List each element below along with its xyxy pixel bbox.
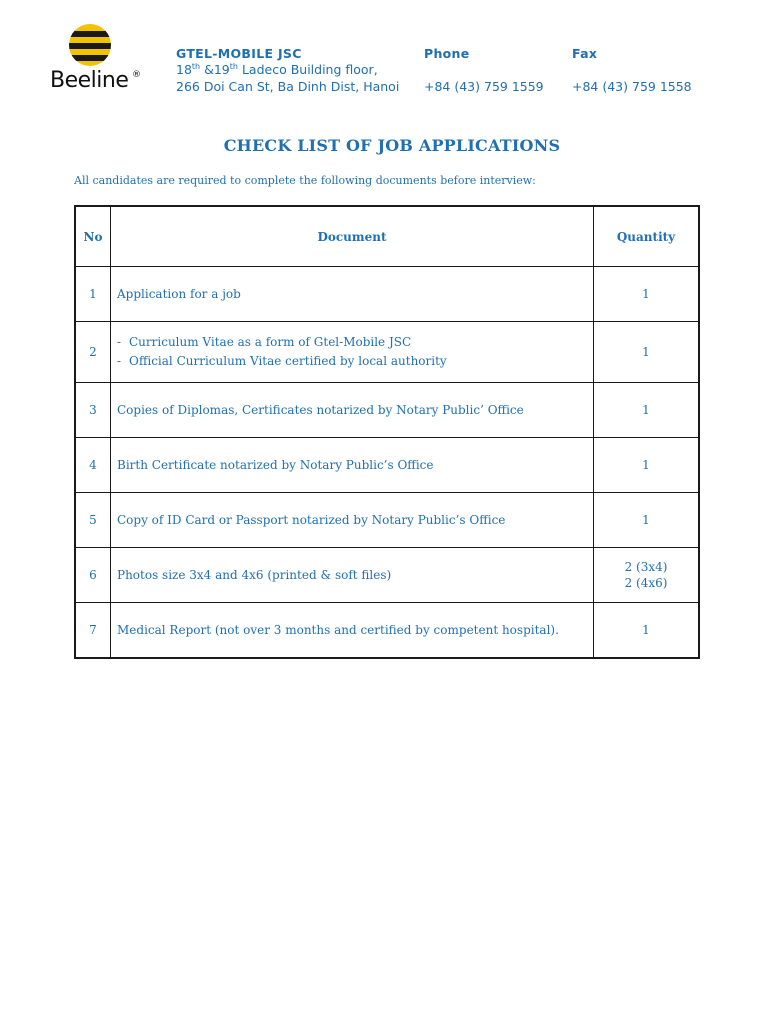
row-quantity: 1 [594,438,700,493]
fax-value: +84 (43) 759 1558 [572,79,692,94]
logo-stripe [69,31,111,37]
document-line [117,333,587,352]
row-number: 2 [75,322,111,383]
row-quantity: 1 [594,267,700,322]
table-row [75,548,699,603]
document-line: Copies of Diplomas, Certificates notarized by Notary Public’ Office [117,402,524,417]
registered-mark: ® [132,70,141,80]
row-number: 6 [75,548,111,603]
row-number: 3 [75,383,111,438]
table-header-row [75,206,699,267]
row-document [111,383,594,438]
row-number: 5 [75,493,111,548]
table-row [75,267,699,322]
bullet-dash: - [117,335,122,349]
table-row [75,438,699,493]
document-line: Copy of ID Card or Passport notarized by Notary Public’s Office [117,512,506,527]
row-document [111,548,594,603]
header-quantity: Quantity [594,206,700,267]
fax-label: Fax [572,46,598,61]
document-line-text: Official Curriculum Vitae certified by local authority [129,354,447,368]
document-line [117,352,587,371]
logo-text: Beeline [50,68,129,93]
phone-label: Phone [424,46,470,61]
bullet-dash: - [117,354,122,368]
floor-b: &19 [200,62,230,77]
logo-stripe [69,43,111,49]
checklist-table [74,205,700,659]
header-document: Document [111,206,594,267]
row-quantity: 1 [594,603,700,659]
quantity-line: 2 (4x6) [624,576,668,590]
row-number: 1 [75,267,111,322]
address-line-2: 266 Doi Can St, Ba Dinh Dist, Hanoi [176,79,400,94]
address-rest: Ladeco Building floor, [237,62,378,77]
row-document [111,603,594,659]
row-quantity: 1 [594,383,700,438]
floor-a: 18 [176,62,192,77]
row-number: 7 [75,603,111,659]
intro-text: All candidates are required to complete the following documents before interview: [74,174,536,187]
quantity-line: 2 (3x4) [624,560,668,574]
document-line: Photos size 3x4 and 4x6 (printed & soft files) [117,567,392,582]
table-row [75,383,699,438]
document-line: Birth Certificate notarized by Notary Public’s Office [117,457,434,472]
row-document [111,322,594,383]
company-name: GTEL-MOBILE JSC [176,46,302,61]
row-quantity [594,548,700,603]
phone-value: +84 (43) 759 1559 [424,79,544,94]
beeline-logo-icon [69,24,111,66]
row-quantity: 1 [594,493,700,548]
row-document [111,267,594,322]
floor-a-suffix: th [191,62,201,71]
header-no: No [75,206,111,267]
table-row [75,493,699,548]
row-number: 4 [75,438,111,493]
table-row [75,322,699,383]
table-row [75,603,699,659]
row-quantity: 1 [594,322,700,383]
row-document [111,493,594,548]
logo-stripe [69,55,111,61]
address-line-1 [176,62,378,78]
row-document [111,438,594,493]
beeline-logo [50,24,150,96]
document-line: Application for a job [117,286,241,301]
document-title: CHECK LIST OF JOB APPLICATIONS [223,136,561,155]
document-line: Medical Report (not over 3 months and certified by competent hospital). [117,622,559,637]
document-line-text: Curriculum Vitae as a form of Gtel-Mobile JSC [129,335,412,349]
floor-b-suffix: th [229,62,238,71]
